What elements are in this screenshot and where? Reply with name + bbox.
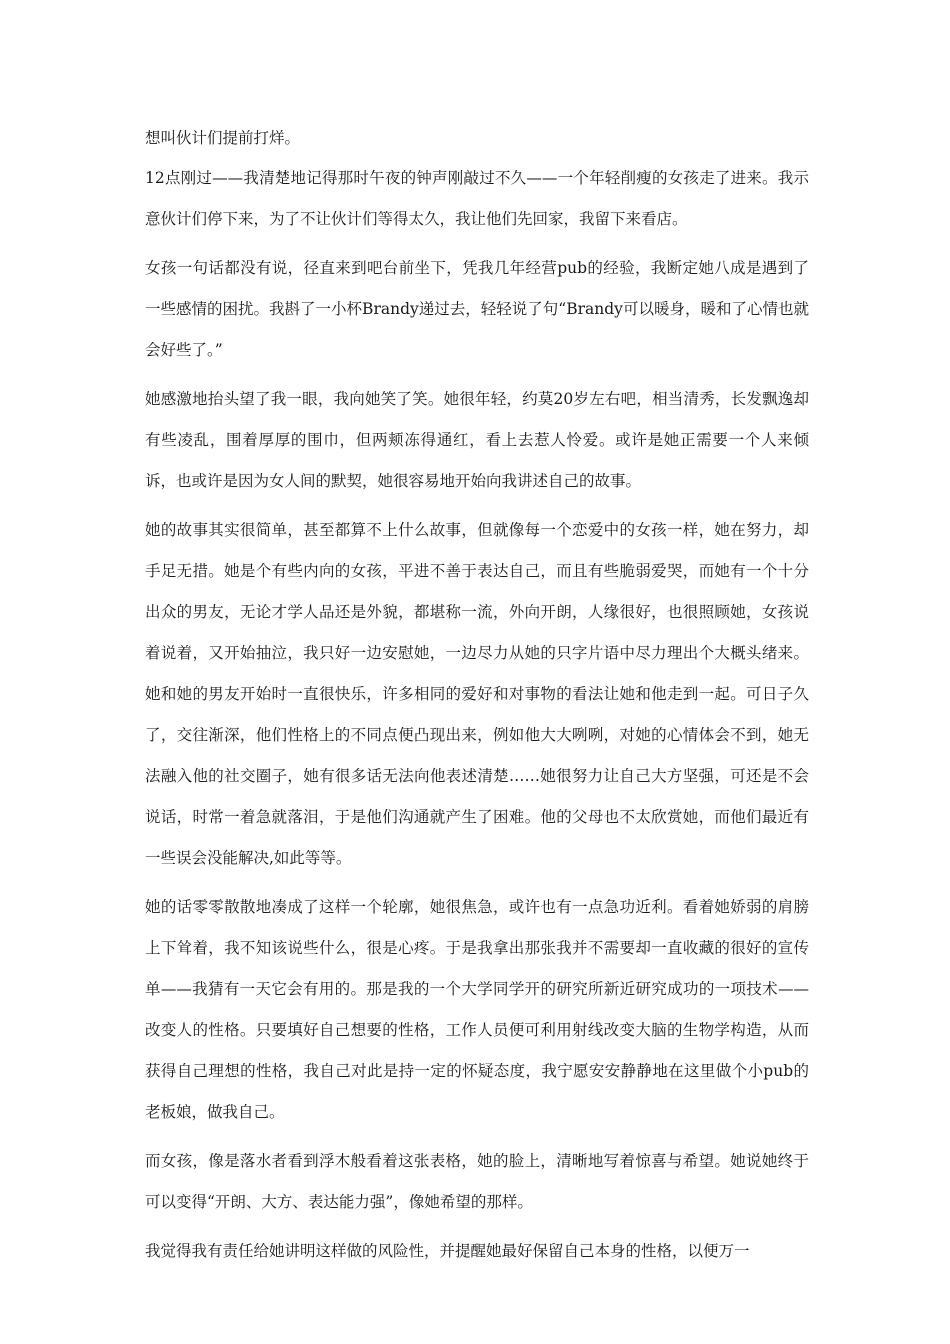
paragraph-6: 她的话零零散散地凑成了这样一个轮廓，她很焦急，或许也有一点急功近利。看着她娇弱的肩膀上下耸着，我不知该说些什么，很是心疼。于是我拿出那张我并不需要却一直收藏的很好的宣传单——我猜有一天它会有用的。那是我的一个大学同学开的研究所新近研究成功的一项技术——改变人的性格。只要填好自己想要的性格，工作人员便可利用射线改变大脑的生物学构造，从而获得自己理想的性格，我自己对此是持一定的怀疑态度，我宁愿安安静静地在这里做个小pub的老板娘，做我自己。 [145, 898, 809, 1121]
document-body [145, 124, 809, 1280]
paragraph-4: 她感激地抬头望了我一眼，我向她笑了笑。她很年轻，约莫20岁左右吧，相当清秀，长发飘逸却有些凌乱，围着厚厚的围巾，但两颊冻得通红，看上去惹人怜爱。或许是她正需要一个人来倾诉，也或许是因为女人间的默契，她很容易地开始向我讲述自己的故事。 [145, 390, 809, 490]
paragraph-8: 我觉得我有责任给她讲明这样做的风险性，并提醒她最好保留自己本身的性格，以便万一 [145, 1242, 750, 1260]
paragraph-1: 想叫伙计们提前打烊。 [145, 129, 301, 147]
paragraph-7: 而女孩，像是落水者看到浮木般看着这张表格，她的脸上，清晰地写着惊喜与希望。她说她终于可以变得“开朗、大方、表达能力强”，像她希望的那样。 [145, 1152, 809, 1211]
paragraph-5: 她的故事其实很简单，甚至都算不上什么故事，但就像每一个恋爱中的女孩一样，她在努力，却手足无措。她是个有些内向的女孩，平进不善于表达自己，而且有些脆弱爱哭，而她有一个十分出众的男友，无论才学人品还是外貌，都堪称一流，外向开朗，人缘很好，也很照顾她，女孩说着说着，又开始抽泣，我只好一边安慰她，一边尽力从她的只字片语中尽力理出个大概头绪来。她和她的男友开始时一直很快乐，许多相同的爱好和对事物的看法让她和他走到一起。可日子久了，交往渐深，他们性格上的不同点便凸现出来，例如他大大咧咧，对她的心情体会不到，她无法融入他的社交圈子，她有很多话无法向他表述清楚……她很努力让自己大方坚强，可还是不会说话，时常一着急就落泪，于是他们沟通就产生了困难。他的父母也不太欣赏她，而他们最近有一些误会没能解决,如此等等。 [145, 521, 809, 867]
paragraph-2: 12点刚过——我清楚地记得那时午夜的钟声刚敲过不久——一个年轻削瘦的女孩走了进来。我示意伙计们停下来，为了不让伙计们等得太久，我让他们先回家，我留下来看店。 [145, 169, 809, 228]
paragraph-3: 女孩一句话都没有说，径直来到吧台前坐下，凭我几年经营pub的经验，我断定她八成是遇到了一些感情的困扰。我斟了一小杯Brandy递过去，轻轻说了句“Brandy可以暖身，暖和了心情也就会好些了。” [145, 259, 809, 359]
